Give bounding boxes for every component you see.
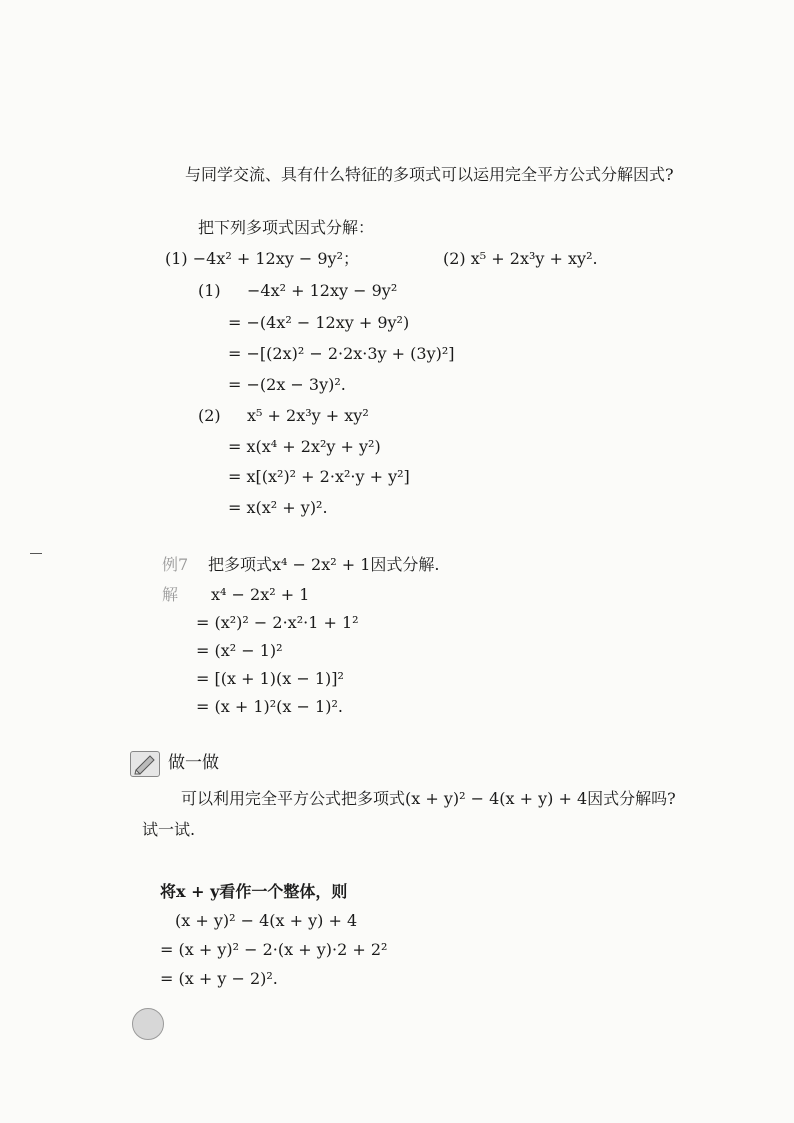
activity-intro: 将x + y看作一个整体，则 [160,882,348,901]
solution2-step: = x(x⁴ + 2x²y + y²) [228,437,381,456]
solution1-step: = −[(2x)² − 2·2x·3y + (3y)²] [228,344,455,363]
activity-step: = (x + y)² − 2·(x + y)·2 + 2² [160,940,388,959]
activity-expression: (x + y)² − 4(x + y) + 4 [175,911,358,930]
example7-text: 把多项式x⁴ − 2x² + 1因式分解. [208,555,440,574]
decorative-seal-icon [132,1008,164,1040]
example6-problem-2: (2) x⁵ + 2x³y + xy². [443,249,598,268]
example7-expression: x⁴ − 2x² + 1 [211,585,310,604]
solution2-label: (2) [198,406,221,425]
example7-step: = (x² − 1)² [196,641,283,660]
activity-question: 可以利用完全平方公式把多项式(x + y)² − 4(x + y) + 4因式分解吗? [181,789,676,808]
example7-step: = [(x + 1)(x − 1)]² [196,669,344,688]
activity-title: 做一做 [168,753,219,773]
solution1-label: (1) [198,281,221,300]
example7-step: = (x + 1)²(x − 1)². [196,697,343,716]
activity-step: = (x + y − 2)². [160,969,278,988]
solution2-step: = x[(x²)² + 2·x²·y + y²] [228,467,410,486]
example7-label: 例7 [162,555,189,574]
margin-mark [30,553,42,554]
pencil-icon [130,751,160,777]
solution1-step: = −(2x − 3y)². [228,375,346,394]
solution2-step: = x(x² + y)². [228,498,328,517]
solution1-expression: −4x² + 12xy − 9y² [247,281,398,300]
example7-step: = (x²)² − 2·x²·1 + 1² [196,613,359,632]
example6-prompt: 把下列多项式因式分解： [198,218,375,237]
example6-problem-1: (1) −4x² + 12xy − 9y²； [165,249,359,268]
solution-label: 解 [162,585,179,604]
solution1-step: = −(4x² − 12xy + 9y²) [228,313,410,332]
activity-question-tail: 试一试. [142,820,196,839]
discussion-question: 与同学交流、具有什么特征的多项式可以运用完全平方公式分解因式? [185,165,674,184]
solution2-expression: x⁵ + 2x³y + xy² [247,406,369,425]
